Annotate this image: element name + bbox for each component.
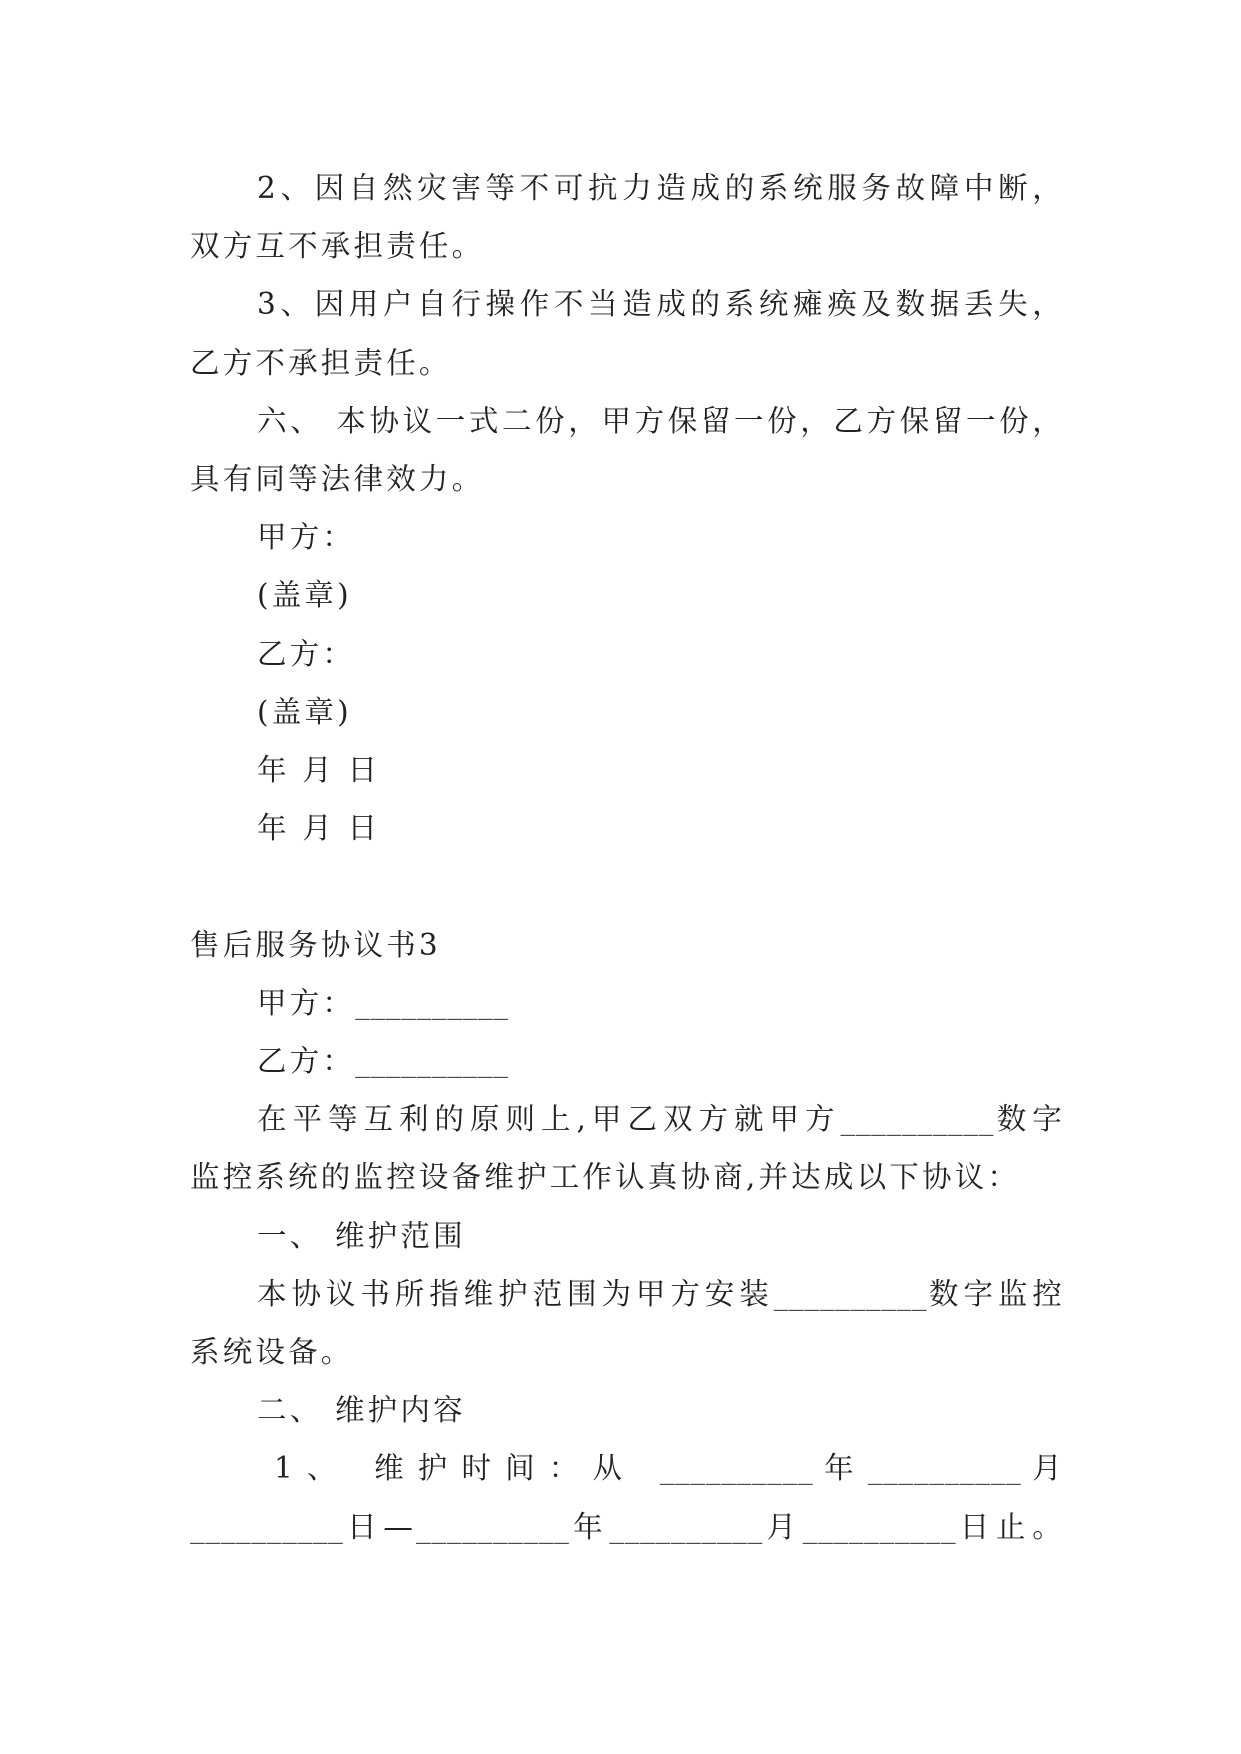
section-1-text: 数字监控 [927,1277,1065,1311]
item-text: 1、 维护时间：从 [274,1451,660,1485]
party-b-line [257,1032,509,1090]
clause-6-line-1: 六、 本协议一式二份，甲方保留一份，乙方保留一份， [257,404,1065,438]
section-2-heading: 二、 维护内容 [257,1393,466,1427]
party-b-blank: __________ [355,1044,509,1078]
start-day-blank: __________ [190,1510,344,1544]
start-year-blank: __________ [659,1451,814,1485]
party-a-label: 甲方： [257,520,356,554]
clause-3-line-1: 3、因用户自行操作不当造成的系统瘫痪及数据丢失， [257,287,1065,321]
maintenance-period-line-2 [190,1498,1065,1556]
item-text: 日— [343,1510,417,1544]
installation-blank: __________ [773,1277,928,1311]
party-b-label: 乙方： [257,1044,356,1078]
clause-2-line-2: 双方互不承担责任。 [190,229,485,263]
party-a-blank: __________ [355,986,509,1020]
end-year-blank: __________ [416,1510,570,1544]
party-b-label: 乙方： [257,637,356,671]
party-a-line [257,974,509,1032]
preamble-text: 数字 [993,1102,1065,1136]
date-line-b: 年 月 日 [257,811,381,845]
section-1-heading: 一、 维护范围 [257,1219,466,1253]
item-text: 年 [569,1510,610,1544]
preamble-line-1 [257,1090,1065,1148]
party-a-seal: (盖章) [257,578,352,612]
clause-6-line-2: 具有同等法律效力。 [190,462,485,496]
agreement-title: 售后服务协议书3 [190,928,441,962]
start-month-blank: __________ [867,1451,1022,1485]
party-b-seal: (盖章) [257,695,352,729]
preamble-line-2: 监控系统的监控设备维护工作认真协商,并达成以下协议： [190,1160,1021,1194]
end-month-blank: __________ [609,1510,763,1544]
item-text: 月 [762,1510,803,1544]
item-text: 日止。 [956,1510,1066,1544]
date-line-a: 年 月 日 [257,753,381,787]
item-text: 月 [1021,1451,1065,1485]
item-text: 年 [813,1451,868,1485]
section-1-body-line-1 [257,1265,1065,1323]
system-name-blank: __________ [840,1102,994,1136]
section-1-text: 本协议书所指维护范围为甲方安装 [257,1277,774,1311]
maintenance-period-line-1 [274,1439,1065,1497]
clause-2-line-1: 2、因自然灾害等不可抗力造成的系统服务故障中断， [257,171,1065,205]
clause-3-line-2: 乙方不承担责任。 [190,346,452,380]
end-day-blank: __________ [802,1510,957,1544]
section-1-body-line-2: 系统设备。 [190,1335,354,1369]
party-a-label: 甲方： [257,986,356,1020]
preamble-text: 在平等互利的原则上,甲乙双方就甲方 [257,1102,841,1136]
